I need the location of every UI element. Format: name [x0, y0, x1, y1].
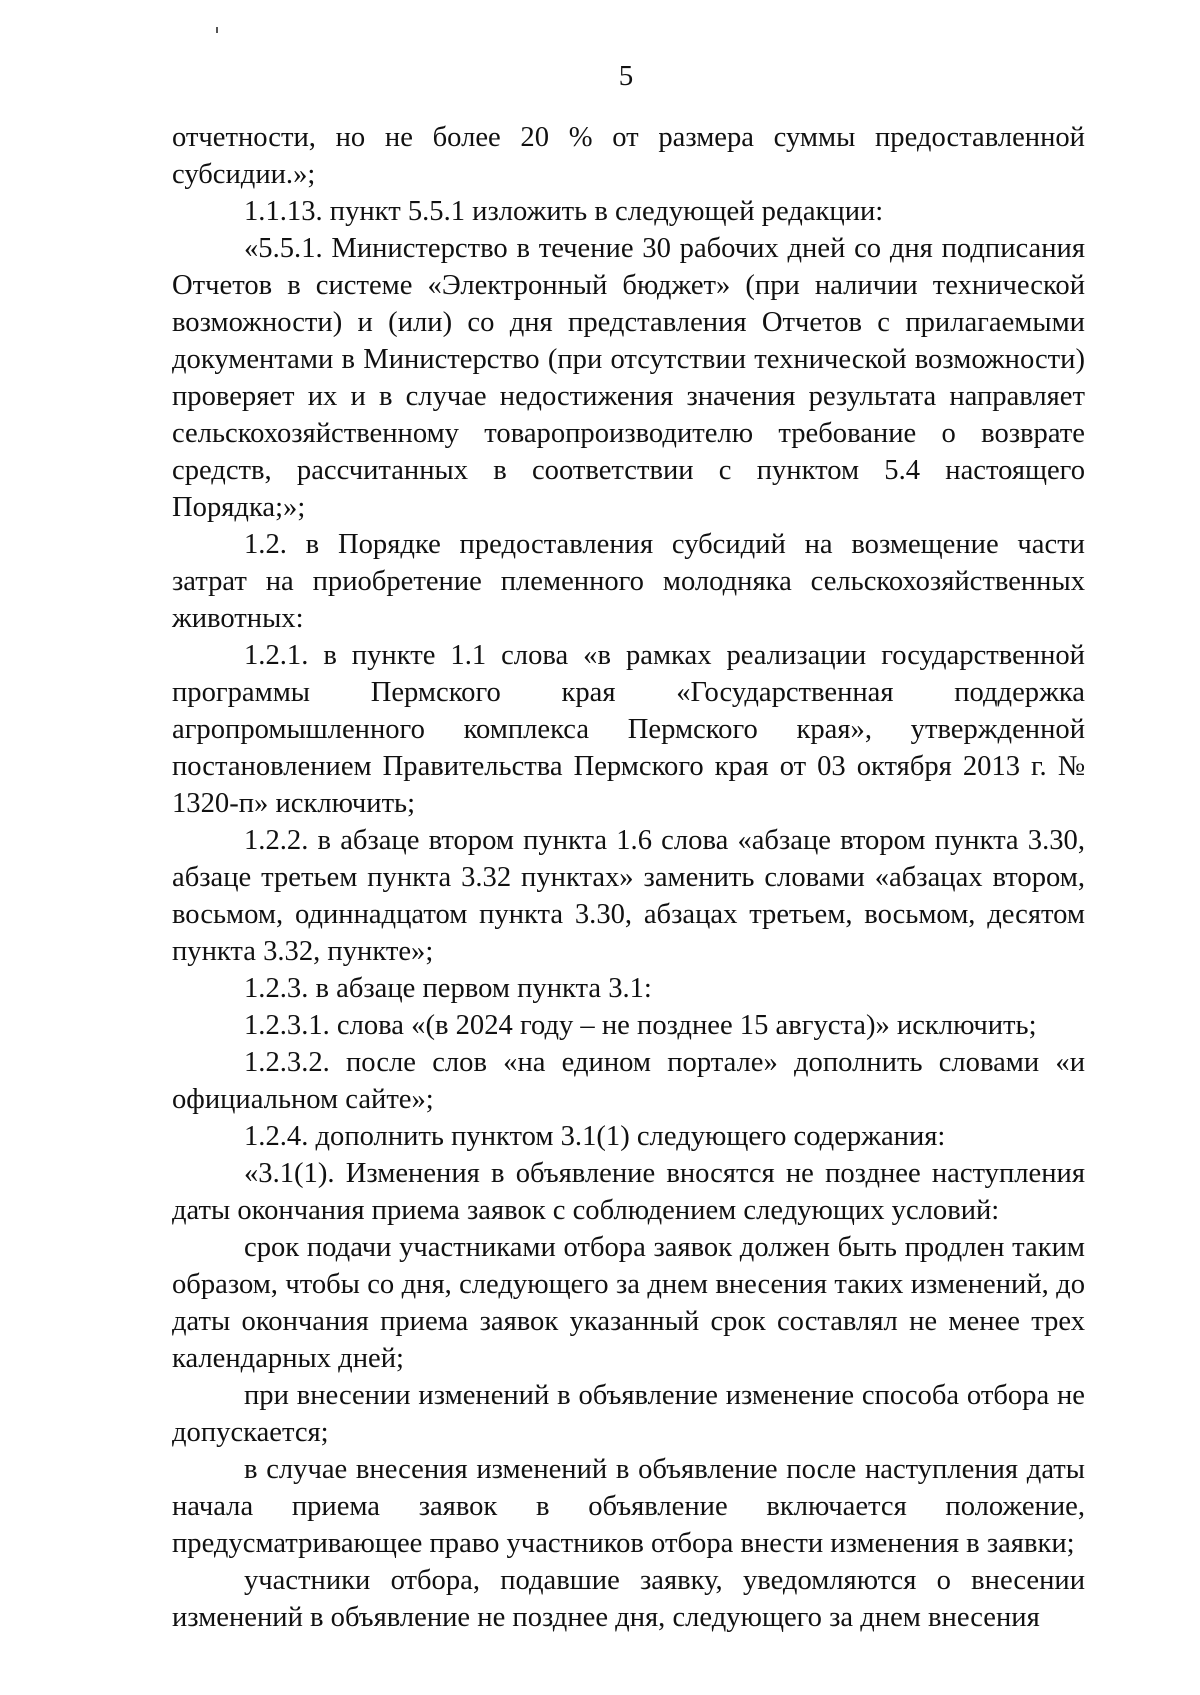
paragraph-1-2-3: 1.2.3. в абзаце первом пункта 3.1: [244, 973, 652, 1004]
paragraph-1-2-3-1: 1.2.3.1. слова «(в 2024 году – не позднее 15 августа)» исключить; [244, 1010, 1037, 1041]
paragraph-condition-notify: участники отбора, подавшие заявку, уведомляются о внесении изменений в объявление не позднее дня, следующего за днем внесения [172, 1565, 1085, 1633]
paragraph-condition-deadline: срок подачи участниками отбора заявок должен быть продлен таким образом, чтобы со дня, следующего за днем внесения таких изменений, до даты окончания приема заявок указанный срок составлял не менее трех календарных дней; [172, 1232, 1085, 1374]
paragraph-5-5-1: «5.5.1. Министерство в течение 30 рабочих дней со дня подписания Отчетов в системе «Электронный бюджет» (при наличии технической возможности) и (или) со дня представления Отчетов с прилагаемыми документами в Министерство (при отсутствии технической возможности) проверяет их и в случае недостижения значения результата направляет сельскохозяйственному товаропроизводителю требование о возврате средств, рассчитанных в соответствии с пунктом 5.4 настоящего Порядка;»; [172, 233, 1085, 523]
page-number: 5 [618, 60, 634, 92]
paragraph-condition-changes: в случае внесения изменений в объявление после наступления даты начала приема заявок в объявление включается положение, предусматривающее право участников отбора внести изменения в заявки; [172, 1454, 1085, 1559]
paragraph-1-2-1: 1.2.1. в пункте 1.1 слова «в рамках реализации государственной программы Пермского края «Государственная поддержка агропромышленного комплекса Пермского края», утвержденной постановлением Правительства Пермского края от 03 октября 2013 г. № 1320-п» исключить; [172, 640, 1085, 819]
paragraph-3-1-1: «3.1(1). Изменения в объявление вносятся не позднее наступления даты окончания приема заявок с соблюдением следующих условий: [172, 1158, 1085, 1226]
paragraph-1-1-13: 1.1.13. пункт 5.5.1 изложить в следующей редакции: [244, 196, 884, 227]
paragraph-condition-method: при внесении изменений в объявление изменение способа отбора не допускается; [172, 1380, 1085, 1448]
paragraph-1-2-4: 1.2.4. дополнить пунктом 3.1(1) следующего содержания: [244, 1121, 946, 1152]
document-body [172, 119, 1085, 1636]
paragraph-1-2-3-2: 1.2.3.2. после слов «на едином портале» дополнить словами «и официальном сайте»; [172, 1047, 1085, 1115]
paragraph-1-2: 1.2. в Порядке предоставления субсидий на возмещение части затрат на приобретение племенного молодняка сельскохозяйственных животных: [172, 529, 1085, 634]
paragraph-1-2-2: 1.2.2. в абзаце втором пункта 1.6 слова «абзаце втором пункта 3.30, абзаце третьем пункта 3.32 пунктах» заменить словами «абзацах втором, восьмом, одиннадцатом пункта 3.30, абзацах третьем, восьмом, десятом пункта 3.32, пункте»; [172, 825, 1085, 967]
paragraph-continuation: отчетности, но не более 20 % от размера суммы предоставленной субсидии.»; [172, 122, 1085, 190]
scan-speck [216, 27, 218, 33]
